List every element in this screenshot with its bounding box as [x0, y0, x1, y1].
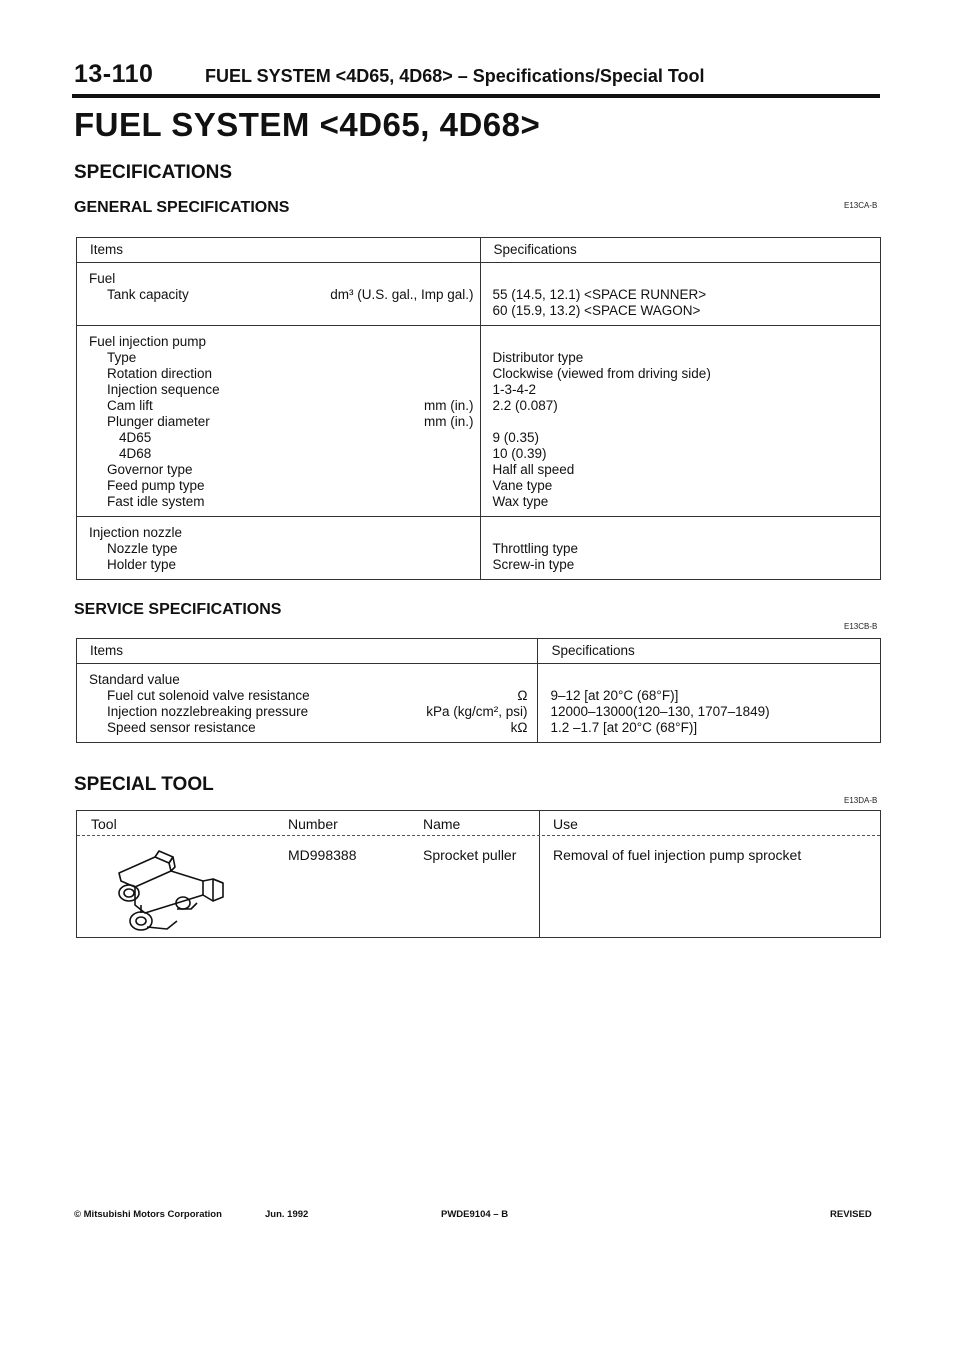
table-row [77, 664, 881, 743]
footer-status: REVISED [830, 1209, 872, 1220]
col-header-use: Use [553, 816, 578, 832]
rotation-value: Clockwise (viewed from driving side) [492, 366, 711, 381]
solenoid-resistance-item: Fuel cut solenoid valve resistance [107, 688, 310, 703]
fast-idle-item: Fast idle system [107, 494, 205, 509]
fast-idle-value: Wax type [492, 494, 549, 509]
table-row-fuel [77, 263, 881, 326]
nozzle-pressure-value: 12000–13000(120–130, 1707–1849) [550, 704, 770, 719]
tank-capacity-item: Tank capacity dm³ (U.S. gal., Imp gal.) [107, 287, 474, 302]
col-header-specs: Specifications [538, 639, 881, 664]
tank-spec-runner: 55 (14.5, 12.1) <SPACE RUNNER> [492, 287, 707, 302]
rotation-item: Rotation direction [107, 366, 213, 381]
service-specs-code: E13CB-B [844, 622, 878, 631]
plunger-unit: mm (in.) [424, 414, 474, 429]
col-header-items: Items [77, 639, 538, 664]
solenoid-resistance-unit: Ω [517, 688, 528, 703]
sprocket-puller-illustration [107, 843, 237, 938]
solenoid-resistance-value: 9–12 [at 20°C (68°F)] [550, 688, 679, 703]
fuel-label: Fuel [89, 271, 116, 286]
special-tool-table [76, 810, 881, 938]
pump-type-item: Type [107, 350, 137, 365]
header-rule [72, 94, 880, 98]
special-tool-heading: SPECIAL TOOL [74, 774, 214, 795]
pump-label: Fuel injection pump [89, 334, 207, 349]
engine-4d68-item: 4D68 [119, 446, 152, 461]
service-specs-heading: SERVICE SPECIFICATIONS [74, 601, 282, 618]
holder-type-value: Screw-in type [492, 557, 575, 572]
tank-spec-wagon: 60 (15.9, 13.2) <SPACE WAGON> [492, 303, 701, 318]
sequence-item: Injection sequence [107, 382, 220, 397]
cam-lift-value: 2.2 (0.087) [492, 398, 558, 413]
general-specs-code: E13CA-B [844, 201, 878, 210]
col-header-name: Name [423, 816, 461, 832]
col-header-number: Number [288, 816, 338, 832]
col-header-tool: Tool [91, 816, 117, 832]
tool-name: Sprocket puller [423, 847, 517, 863]
cam-lift-unit: mm (in.) [424, 398, 474, 413]
table-header-row [77, 238, 881, 263]
nozzle-label: Injection nozzle [89, 525, 183, 540]
column-divider [539, 811, 540, 937]
footer-copyright: © Mitsubishi Motors Corporation [74, 1209, 222, 1220]
nozzle-pressure-item: Injection nozzlebreaking pressure [107, 704, 309, 719]
cam-lift-item: Cam lift [107, 398, 153, 413]
nozzle-type-value: Throttling type [492, 541, 579, 556]
governor-value: Half all speed [492, 462, 575, 477]
tool-number: MD998388 [288, 847, 357, 863]
feed-pump-value: Vane type [492, 478, 553, 493]
engine-4d65-item: 4D65 [119, 430, 152, 445]
governor-item: Governor type [107, 462, 193, 477]
engine-4d65-value: 9 (0.35) [492, 430, 540, 445]
speed-sensor-item: Speed sensor resistance [107, 720, 256, 735]
page-title: FUEL SYSTEM <4D65, 4D68> [74, 106, 541, 143]
table-row-pump [77, 326, 881, 517]
speed-sensor-value: 1.2 –1.7 [at 20°C (68°F)] [550, 720, 698, 735]
header-divider [77, 835, 880, 836]
plunger-item: Plunger diameter [107, 414, 210, 429]
general-specs-heading: GENERAL SPECIFICATIONS [74, 199, 290, 216]
specifications-heading: SPECIFICATIONS [74, 162, 232, 183]
tank-capacity-unit: dm³ (U.S. gal., Imp gal.) [330, 287, 474, 302]
feed-pump-item: Feed pump type [107, 478, 205, 493]
general-specs-table [76, 237, 881, 580]
sequence-value: 1-3-4-2 [492, 382, 537, 397]
standard-value-label: Standard value [89, 672, 180, 687]
page-number: 13-110 [74, 60, 154, 88]
pump-type-value: Distributor type [492, 350, 584, 365]
nozzle-type-item: Nozzle type [107, 541, 178, 556]
speed-sensor-unit: kΩ [510, 720, 528, 735]
col-header-items: Items [77, 238, 481, 263]
holder-type-item: Holder type [107, 557, 177, 572]
tool-use: Removal of fuel injection pump sprocket [553, 847, 802, 863]
table-header-row [77, 639, 881, 664]
footer-date: Jun. 1992 [265, 1209, 309, 1220]
table-row-nozzle [77, 517, 881, 580]
engine-4d68-value: 10 (0.39) [492, 446, 547, 461]
footer-doc-code: PWDE9104 – B [441, 1209, 509, 1220]
service-specs-table [76, 638, 881, 743]
special-tool-code: E13DA-B [844, 796, 878, 805]
nozzle-pressure-unit: kPa (kg/cm², psi) [426, 704, 528, 719]
running-title: FUEL SYSTEM <4D65, 4D68> – Specifications/Special Tool [205, 66, 705, 86]
col-header-specs: Specifications [480, 238, 881, 263]
